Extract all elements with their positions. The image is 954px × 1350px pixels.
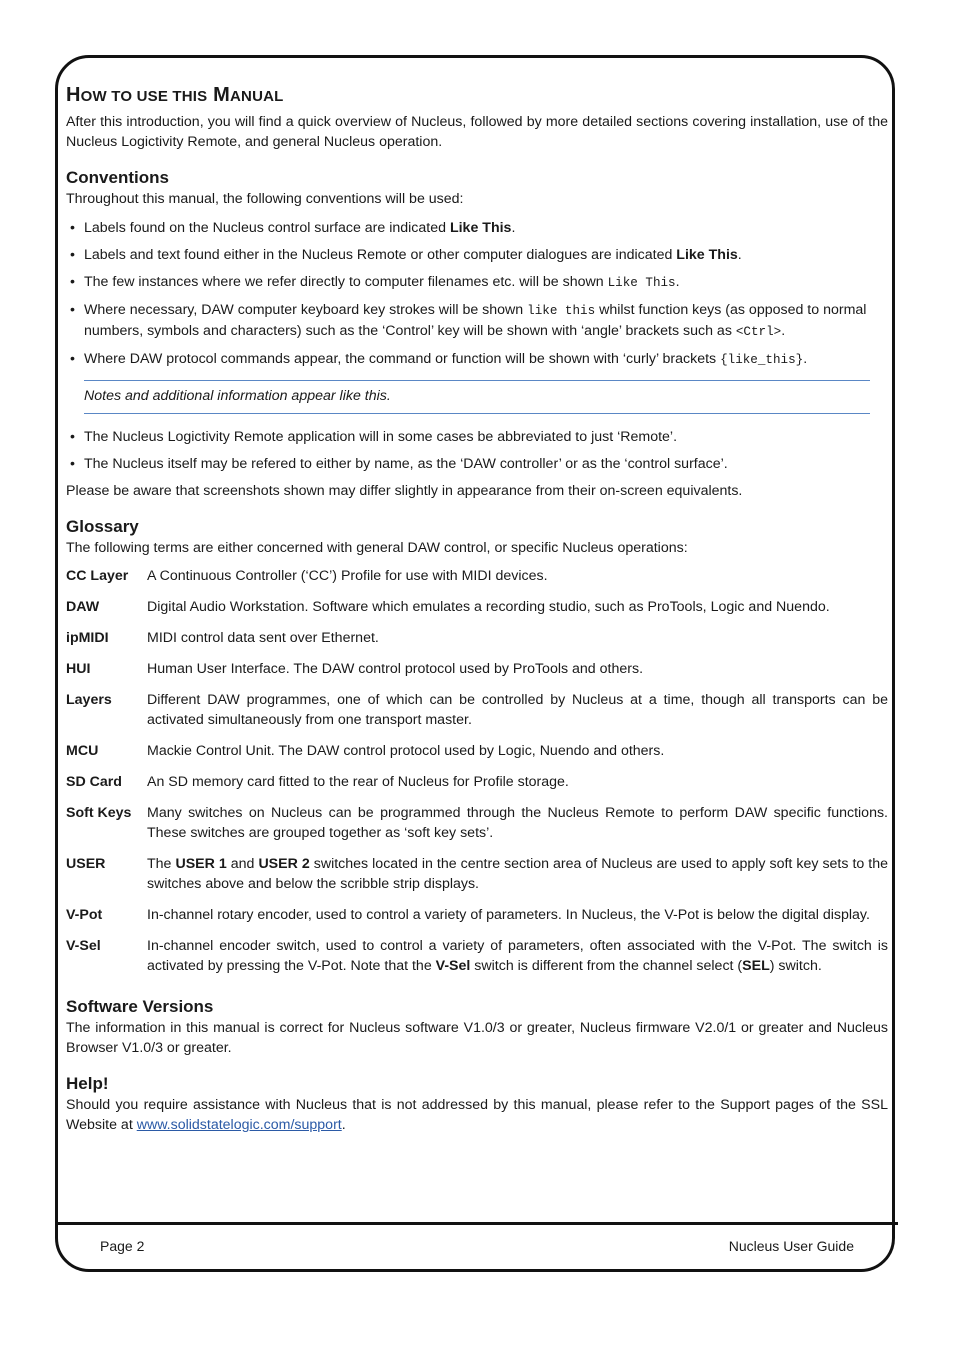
- list-item: • Labels found on the Nucleus control surface are indicated Like This.: [70, 220, 516, 236]
- help-heading: Help!: [66, 1074, 109, 1093]
- footer-divider: [55, 1222, 898, 1225]
- table-row: Soft Keys Many switches on Nucleus can be programmed through the Nucleus Remote to perform DAW specific functions. These switches are grouped together as ‘soft key sets’.: [66, 805, 888, 841]
- bullet-icon: •: [70, 274, 75, 290]
- list-item: • Where DAW protocol commands appear, the command or function will be shown with ‘curly’ brackets {like_this}.: [70, 351, 808, 367]
- conventions-lead: Throughout this manual, the following conventions will be used:: [66, 191, 464, 207]
- page-number: Page 2: [100, 1238, 145, 1254]
- table-row: DAW Digital Audio Workstation. Software which emulates a recording studio, such as ProTools, Logic and Nuendo.: [66, 599, 830, 615]
- table-row: V-Pot In-channel rotary encoder, used to control a variety of parameters. In Nucleus, the V-Pot is below the digital display.: [66, 907, 870, 923]
- table-row: SD Card An SD memory card fitted to the rear of Nucleus for Profile storage.: [66, 774, 569, 790]
- help-text: Should you require assistance with Nucleus that is not addressed by this manual, please refer to the Support pages of the SSL Website at www.solidstatelogic.com/support.: [66, 1097, 888, 1133]
- table-row: MCU Mackie Control Unit. The DAW control protocol used by Logic, Nuendo and others.: [66, 743, 665, 759]
- table-row: HUI Human User Interface. The DAW control protocol used by ProTools and others.: [66, 661, 644, 677]
- bullet-icon: •: [70, 302, 75, 318]
- intro-paragraph: After this introduction, you will find a quick overview of Nucleus, followed by more detailed sections covering installation, use of the Nucleus Logictivity Remote, and general Nucleus operation.: [66, 114, 888, 150]
- bullet-icon: •: [70, 351, 75, 367]
- screenshots-note: Please be aware that screenshots shown may differ slightly in appearance from their on-screen equivalents.: [66, 483, 743, 499]
- page-content: [66, 82, 888, 1135]
- list-item: • Where necessary, DAW computer keyboard key strokes will be shown like this whilst function keys (as opposed to normal numbers, symbols and characters) such as the ‘Control’ key will be shown with ‘angle’ brackets such as <Ctrl>.: [70, 302, 867, 339]
- software-versions-text: The information in this manual is correct for Nucleus software V1.0/3 or greater, Nucleus firmware V2.0/1 or greater and Nucleus Browser V1.0/3 or greater.: [66, 1020, 888, 1056]
- conventions-heading: Conventions: [66, 168, 169, 187]
- page-title: HOW TO USE THIS MANUAL: [66, 84, 284, 106]
- bullet-icon: •: [70, 220, 75, 236]
- table-row: CC Layer A Continuous Controller (‘CC’) Profile for use with MIDI devices.: [66, 568, 548, 584]
- list-item: • The few instances where we refer directly to computer filenames etc. will be shown Like This.: [70, 274, 680, 290]
- note-box: Notes and additional information appear like this.: [84, 380, 870, 414]
- conventions-list-2: [66, 427, 888, 474]
- bullet-icon: •: [70, 456, 75, 472]
- glossary-table: [66, 566, 888, 987]
- table-row: V-Sel In-channel encoder switch, used to control a variety of parameters, often associated with the V-Pot. The switch is activated by pressing the V-Pot. Note that the V-Sel switch is different from the channel select (SEL) switch.: [66, 938, 888, 974]
- conventions-list: [66, 218, 888, 370]
- list-item: • The Nucleus Logictivity Remote application will in some cases be abbreviated to just ‘Remote’.: [70, 429, 678, 445]
- glossary-lead: The following terms are either concerned with general DAW control, or specific Nucleus operations:: [66, 540, 688, 556]
- table-row: Layers Different DAW programmes, one of which can be controlled by Nucleus at a time, though all transports can be activated simultaneously from one transport master.: [66, 692, 888, 728]
- list-item: • Labels and text found either in the Nucleus Remote or other computer dialogues are indicated Like This.: [70, 247, 742, 263]
- bullet-icon: •: [70, 429, 75, 445]
- software-versions-heading: Software Versions: [66, 997, 214, 1016]
- guide-title: Nucleus User Guide: [728, 1238, 854, 1254]
- glossary-heading: Glossary: [66, 517, 139, 536]
- table-row: ipMIDI MIDI control data sent over Ethernet.: [66, 630, 379, 646]
- list-item: • The Nucleus itself may be refered to either by name, as the ‘DAW controller’ or as the ‘control surface’.: [70, 456, 728, 472]
- bullet-icon: •: [70, 247, 75, 263]
- support-link[interactable]: www.solidstatelogic.com/support: [136, 1117, 342, 1133]
- table-row: USER The USER 1 and USER 2 switches located in the centre section area of Nucleus are used to apply soft key sets to the switches above and below the scribble strip displays.: [66, 856, 889, 892]
